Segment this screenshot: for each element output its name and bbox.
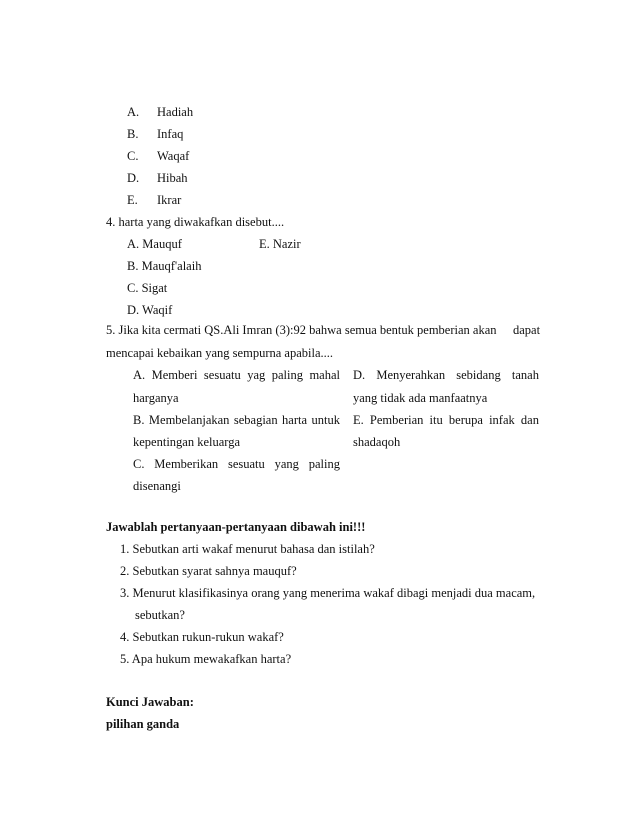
word: A. xyxy=(133,368,146,382)
option-a xyxy=(127,104,193,120)
option-c xyxy=(127,148,189,164)
question-4: 4. harta yang diwakafkan disebut.... xyxy=(106,215,285,229)
q5-option-c-line2: disenangi xyxy=(133,479,181,493)
q4-option-d: D. Waqif xyxy=(127,303,173,317)
essay-item-5: 5. Apa hukum mewakafkan harta? xyxy=(120,652,292,666)
word: B. xyxy=(133,413,145,427)
option-text: Waqaf xyxy=(157,149,190,163)
q5-option-c xyxy=(133,456,340,472)
option-letter: C. xyxy=(127,149,139,163)
essay-item-3-cont: sebutkan? xyxy=(135,608,185,622)
word: yang xyxy=(274,457,299,471)
q5-option-d-line2: yang tidak ada manfaatnya xyxy=(353,391,488,405)
q4-option-e: E. Nazir xyxy=(259,237,301,251)
word: D. xyxy=(353,368,366,382)
answer-key-heading: Kunci Jawaban: xyxy=(106,695,194,709)
word: Membelanjakan xyxy=(148,413,230,427)
word: sesuatu xyxy=(203,368,241,382)
word: berupa xyxy=(448,413,483,427)
q4-option-c: C. Sigat xyxy=(127,281,168,295)
q4-option-a: A. Mauquf xyxy=(127,237,182,251)
word: sesuatu xyxy=(227,457,265,471)
q5-option-b xyxy=(133,412,340,428)
word: C. xyxy=(133,457,145,471)
word: infak xyxy=(489,413,515,427)
q5-option-a xyxy=(133,367,340,383)
option-text: Infaq xyxy=(157,127,184,141)
word: dan xyxy=(520,413,539,427)
question-5-end: dapat xyxy=(513,323,541,337)
option-text: Ikrar xyxy=(157,193,182,207)
option-letter: A. xyxy=(127,105,140,119)
option-d xyxy=(127,170,188,186)
q5-option-d xyxy=(353,367,539,383)
word: E. xyxy=(353,413,364,427)
word: paling xyxy=(308,457,340,471)
word: mahal xyxy=(309,368,340,382)
word: Memberikan xyxy=(154,457,219,471)
essay-item-2: 2. Sebutkan syarat sahnya mauquf? xyxy=(120,564,297,578)
essay-item-4: 4. Sebutkan rukun-rukun wakaf? xyxy=(120,630,284,644)
word: itu xyxy=(429,413,443,427)
essay-item-3: 3. Menurut klasifikasinya orang yang menerima wakaf dibagi menjadi dua macam, xyxy=(120,586,536,600)
option-letter: D. xyxy=(127,171,140,185)
q5-option-e xyxy=(353,412,539,428)
option-letter: E. xyxy=(127,193,138,207)
option-e xyxy=(127,192,181,208)
option-text: Hibah xyxy=(157,171,188,185)
essay-heading: Jawablah pertanyaan-pertanyaan dibawah ini!!! xyxy=(106,520,366,534)
word: Menyerahkan xyxy=(376,368,446,382)
option-b xyxy=(127,126,183,142)
q5-option-b-line2: kepentingan keluarga xyxy=(133,435,241,449)
answer-key-subheading: pilihan ganda xyxy=(106,717,180,731)
word: harta xyxy=(282,413,308,427)
word: tanah xyxy=(511,368,539,382)
option-letter: B. xyxy=(127,127,139,141)
word: sebagian xyxy=(233,413,278,427)
q5-option-e-line2: shadaqoh xyxy=(353,435,401,449)
question-5-line1: 5. Jika kita cermati QS.Ali Imran (3):92 bahwa semua bentuk pemberian akan xyxy=(106,323,497,337)
option-text: Hadiah xyxy=(157,105,194,119)
word: paling xyxy=(271,368,303,382)
question-5-line2: mencapai kebaikan yang sempurna apabila.... xyxy=(106,346,333,360)
word: Memberi xyxy=(151,368,198,382)
word: sebidang xyxy=(456,368,501,382)
essay-item-1: 1. Sebutkan arti wakaf menurut bahasa dan istilah? xyxy=(120,542,375,556)
word: untuk xyxy=(311,413,340,427)
q5-option-a-line2: harganya xyxy=(133,391,179,405)
word: yag xyxy=(247,368,266,382)
word: Pemberian xyxy=(369,413,424,427)
q4-option-b: B. Mauqf'alaih xyxy=(127,259,202,273)
